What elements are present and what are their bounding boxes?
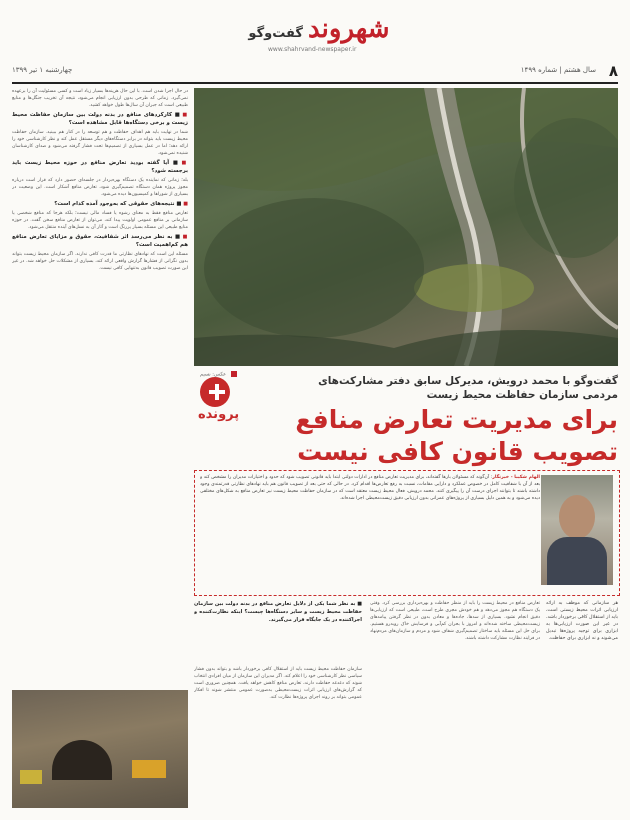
lead-byline: الهام شکیبا - خبرنگار — [492, 475, 540, 480]
lead-text: آن‌گونه که مسئولان بارها گفته‌اند، برای مدیریت تعارض منافع در ادارات دولتی ابتدا باید قانونی تصویب شود که حدود و اختیارات مدیران را مشخص کند و بعد از آن با شفافیت کامل در خصوص عملکرد و دارایی مقامات، نسبت به رفع تعارض‌ها اقدام کرد. در حالی که حتی بعد از تصویب قانون هم باید نهادهای نظارتی قدرتمندی وجود داشته باشند تا بتوانند اجرای درست آن را پیگیری کنند. محمد درویش، فعال محیط زیست معتقد است که در سازمان حفاظت محیط زیست نیز تعارض منافع به شکل‌های مختلفی دیده می‌شود و به همین دلیل بسیاری از پروژه‌های عمرانی بدون ارزیابی دقیق زیست‌محیطی اجرا شده‌اند. — [200, 475, 540, 501]
truck — [20, 770, 42, 784]
question-heading: ■ ■ به نظر می‌رسد اثر شفافیت، حقوق و مزایای تعارض منافع هم کم‌اهمیت است؟ — [12, 233, 188, 249]
portrait-face — [559, 495, 595, 539]
newspaper-logo — [222, 14, 412, 54]
pull-quote: ■ به نظر شما یکی از دلایل تعارض منافع در بدنه دولت بین سازمان حفاظت محیط زیست و سایر دستگاه‌ها چیست؟ اینکه نظارت‌کننده و اجراکننده در یک جایگاه قرار می‌گیرند. — [194, 601, 362, 623]
tunnel-construction-photo — [12, 690, 188, 808]
title-line-2: تصویب قانون کافی نیست — [297, 437, 618, 466]
date-line: چهارشنبه ۱ تیر ۱۳۹۹ — [12, 66, 73, 74]
interviewee-portrait — [541, 475, 613, 585]
page-number: ۸ — [608, 62, 618, 80]
plus-bar-v — [215, 384, 219, 400]
article-title — [268, 404, 618, 468]
header-rule — [12, 82, 618, 84]
plus-circle-icon — [200, 377, 230, 407]
section-badge — [198, 377, 270, 437]
article-kicker: گفت‌وگو با محمد درویش، مدیرکل سابق دفتر مشارکت‌های مردمی سازمان حفاظت محیط زیست — [318, 375, 618, 401]
middle-column-1: تعارض منافع در محیط زیست را باید از منظر حفاظت و بهره‌برداری بررسی کرد. وقتی یک دستگاه هم مجوز می‌دهد و هم خودش مجری طرح است، طبیعی است که ارزیابی‌ها دقیق انجام نشود. بسیاری از سدها، جاده‌ها و معادن بدون در نظر گرفتن پیامدهای زیست‌محیطی ساخته شده‌اند و امروز با بحران کم‌آبی و فرسایش خاک روبه‌رو هستیم. برای حل این مسئله باید ساختار تصمیم‌گیری شفاف شود و مردم و سازمان‌های مردم‌نهاد در فرایند نظارت مشارکت داشته باشند. — [370, 601, 540, 641]
title-line-1: برای مدیریت تعارض منافع — [295, 405, 618, 434]
body-paragraph: مسئله این است که نهادهای نظارتی ما قدرت کافی ندارند. اگر سازمان محیط زیست بتواند بدون نگرانی از فشارها گزارش واقعی ارائه کند، بسیاری از مشکلات حل خواهد شد. در غیر این صورت تصویب قانون به‌تنهایی کافی نیست. — [12, 252, 188, 271]
photo-illustration — [194, 88, 618, 366]
body-paragraph: در حال اجرا شدن است. با این حال هزینه‌ها بسیار زیاد است و کسی مسئولیت آن را برعهده نمی‌گیرد. زمانی که طرحی بدون ارزیابی انجام می‌شود، نتیجه آن تخریب جنگل‌ها و منابع طبیعی است که جبران آن سال‌ها طول خواهد کشید. — [12, 89, 188, 108]
page-header — [12, 14, 618, 82]
excavator — [132, 760, 166, 778]
question-heading: ■ ■ آیا گفته بودید تعارض منافع در حوزه محیط زیست باید برجسته شود؟ — [12, 159, 188, 175]
tunnel-entrance — [52, 740, 112, 780]
body-paragraph: بله؛ زمانی که نماینده یک دستگاه بهره‌بردار در جلسه‌ای حضور دارد که قرار است درباره مجوز پروژه همان دستگاه تصمیم‌گیری شود، تعارض منافع آشکار است. این وضعیت در بسیاری از شوراها و کمیسیون‌ها دیده می‌شود. — [12, 178, 188, 197]
portrait-body — [547, 537, 607, 585]
body-paragraph: تعارض منافع فقط به معنای رشوه یا فساد مالی نیست؛ بلکه هرجا که منافع شخصی یا سازمانی بر منافع عمومی اولویت پیدا کند، می‌توان از تعارض منافع سخن گفت. در حوزه منابع طبیعی این مسئله بسیار پررنگ است و آثار آن به نسل‌های آینده منتقل می‌شود. — [12, 211, 188, 230]
question-heading: ■ ■ نتیجه‌های حقوقی که به‌وجود آمده کدام است؟ — [12, 200, 188, 208]
issue-info: سال هشتم | شماره ۱۴۹۹ — [520, 66, 596, 74]
photo-caption-text: عکس: نسیم — [200, 371, 227, 378]
question-heading: ■ ■ کارکردهای منافع در بدنه دولت بین سازمان حفاظت محیط زیست و برخی دستگاه‌ها قابل مشاهده است؟ — [12, 111, 188, 127]
right-bottom-column: هر سازمانی که موظف به ارائه ارزیابی اثرات محیط زیستی است، باید از استقلال کافی برخوردار باشد. در غیر این صورت ارزیابی‌ها به ابزاری برای توجیه پروژه‌ها تبدیل می‌شوند و نه ابزاری برای حفاظت. — [546, 601, 618, 641]
logo-main: شهروند — [308, 14, 390, 44]
logo-sub: گفت‌وگو — [248, 26, 303, 41]
logo-url: www.shahrvand-newspaper.ir — [268, 46, 357, 53]
highway-aerial-photo — [194, 88, 618, 366]
lead-paragraph: الهام شکیبا - خبرنگار: آن‌گونه که مسئولان بارها گفته‌اند، برای مدیریت تعارض منافع در ادارات دولتی ابتدا باید قانونی تصویب شود که حدود و اختیارات مدیران را مشخص کند و بعد از آن با شفافیت کامل در خصوص عملکرد و دارایی مقامات، نسبت به رفع تعارض‌ها اقدام کرد. در حالی که حتی بعد از تصویب قانون هم باید نهادهای نظارتی قدرتمندی وجود داشته باشند تا بتوانند اجرای درست آن را پیگیری کنند. محمد درویش، فعال محیط زیست معتقد است که در سازمان حفاظت محیط زیست نیز تعارض منافع به شکل‌های مختلفی دیده می‌شود و به همین دلیل بسیاری از پروژه‌های عمرانی بدون ارزیابی دقیق زیست‌محیطی اجرا شده‌اند. — [200, 475, 540, 501]
left-column — [12, 88, 188, 688]
middle-column-2: سازمان حفاظت محیط زیست باید از استقلال کافی برخوردار باشد و بتواند بدون فشار سیاسی نظر کارشناسی خود را اعلام کند. اگر مدیران این سازمان از میان افرادی انتخاب شوند که دغدغه حفاظت دارند، تعارض منافع کاهش خواهد یافت. همچنین ضروری است که گزارش‌های ارزیابی اثرات زیست‌محیطی به‌صورت عمومی منتشر شوند تا افکار عمومی بتواند بر روند اجرای پروژه‌ها نظارت کند. — [194, 667, 362, 700]
body-paragraph: شما در نهایت باید هم اهداف حفاظت و هم توسعه را در کنار هم ببینید. سازمان حفاظت محیط زیست باید بتواند در برابر دستگاه‌های دیگر مستقل عمل کند و نظر کارشناسی خود را ارائه دهد؛ اما در عمل بسیاری از تصمیم‌ها تحت فشار گرفته می‌شود و صدای کارشناسان شنیده نمی‌شود. — [12, 130, 188, 156]
section-label: پرونده — [198, 407, 240, 422]
